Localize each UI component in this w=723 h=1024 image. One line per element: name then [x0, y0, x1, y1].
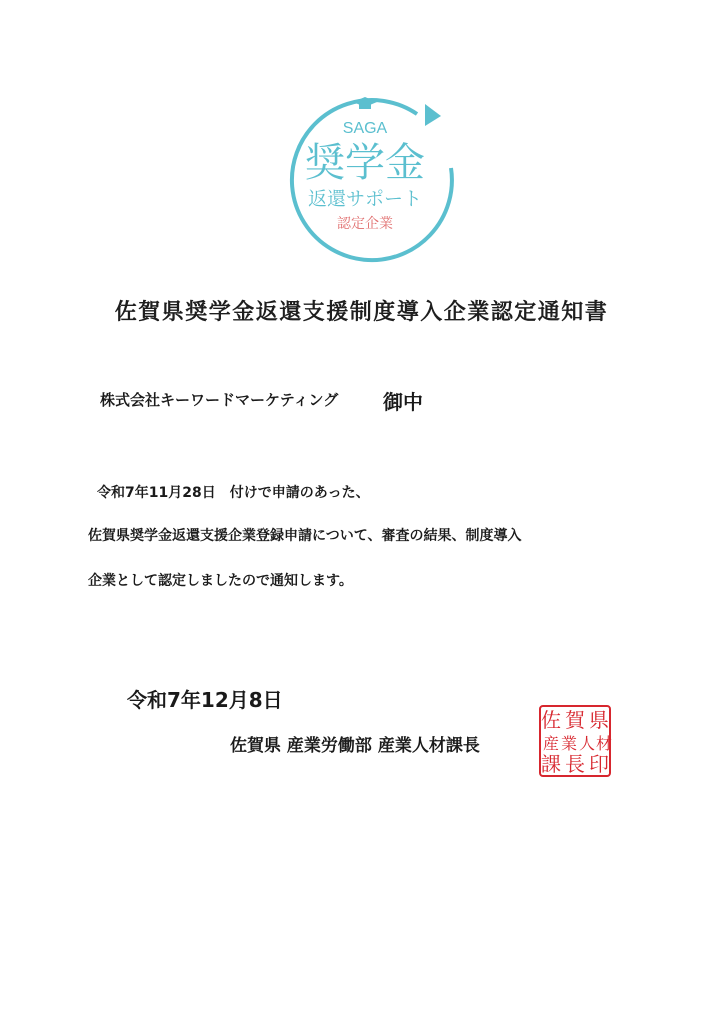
- recipient-honorific: 御中: [383, 390, 423, 414]
- seal-char: 賀: [565, 708, 585, 732]
- saga-scholarship-logo: [265, 88, 465, 268]
- seal-char: 産: [542, 734, 560, 753]
- body-line-2: 佐賀県奨学金返還支援企業登録申請について、審査の結果、制度導入: [88, 528, 522, 544]
- seal-char: 業: [560, 734, 578, 753]
- logo-badge: 認定企業: [337, 216, 393, 232]
- seal-char: 課: [541, 752, 561, 776]
- seal-char: 材: [595, 734, 612, 753]
- recipient-name: 株式会社キーワードマーケティング: [100, 391, 339, 409]
- document-title: 佐賀県奨学金返還支援制度導入企業認定通知書: [114, 300, 609, 325]
- issue-date: 令和7年12月8日: [127, 688, 283, 712]
- seal-char: 県: [589, 708, 609, 732]
- issuer: 佐賀県 産業労働部 産業人材課長: [230, 736, 480, 756]
- body-line-3: 企業として認定しましたので通知します。: [88, 573, 353, 589]
- body-line-1: 令和7年11月28日 付けで申請のあった、: [97, 485, 370, 501]
- seal-char: 佐: [541, 708, 561, 732]
- logo-latin: SAGA: [342, 120, 388, 137]
- seal-char: 長: [565, 752, 585, 776]
- logo-sub: 返還サポート: [307, 188, 423, 210]
- seal-char: 人: [578, 734, 596, 753]
- seal-char: 印: [589, 752, 609, 776]
- logo-ring-arrow-icon: [425, 104, 441, 126]
- official-seal: [538, 704, 612, 778]
- logo-main: 奨学金: [305, 140, 425, 186]
